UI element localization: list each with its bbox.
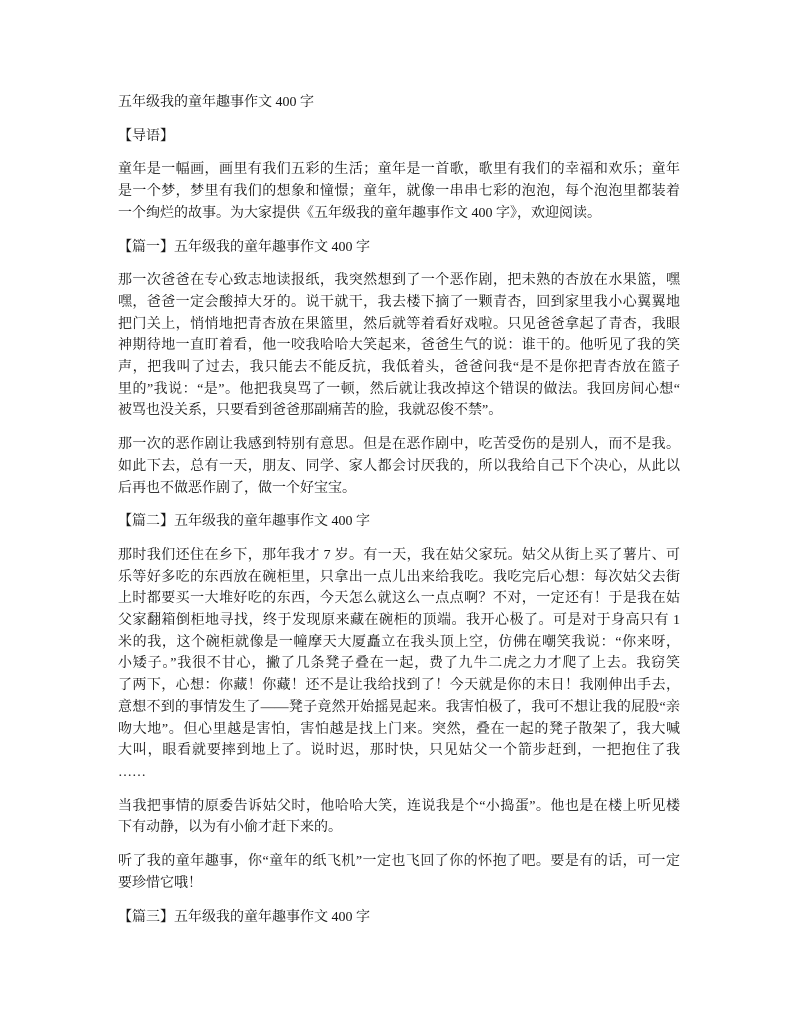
paragraph-line: 是一个梦，梦里有我们的想象和憧憬；童年，就像一串串七彩的泡泡，每个泡泡里都装着 [118, 184, 680, 200]
document-body [118, 92, 680, 940]
paragraph-line: 被骂也没关系，只要看到爸爸那副痛苦的脸，我就忍俊不禁”。 [118, 403, 503, 419]
paragraph-line: 下有动静，以为有小偷才赶下来的。 [118, 820, 342, 836]
paragraph-line: 上时都要买一大堆好吃的东西，今天怎么就这么一点点啊？不对，一定还有！于是我在姑 [118, 591, 680, 607]
section-heading: 【篇三】五年级我的童年趣事作文 400 字 [118, 909, 370, 925]
paragraph-line: 声，把我叫了过去，我只能去不能反抗，我低着头，爸爸问我“是不是你把青杏放在篮子 [118, 360, 680, 376]
paragraph [118, 434, 680, 499]
paragraph-line: 童年是一幅画，画里有我们五彩的生活；童年是一首歌，歌里有我们的幸福和欢乐；童年 [118, 162, 680, 178]
paragraph-line: 大叫，眼看就要摔到地上了。说时迟，那时快，只见姑父一个箭步赶到，一把抱住了我 [118, 743, 680, 759]
section-heading: 【篇一】五年级我的童年趣事作文 400 字 [118, 239, 370, 255]
paragraph-line: 如此下去，总有一天，朋友、同学、家人都会讨厌我的，所以我给自己下个决心，从此以 [118, 458, 680, 474]
paragraph-line: 听了我的童年趣事，你“童年的纸飞机”一定也飞回了你的怀抱了吧。要是有的话，可一定 [118, 854, 680, 870]
paragraph-line: 乐等好多吃的东西放在碗柜里，只拿出一点儿出来给我吃。我吃完后心想：每次姑父去街 [118, 569, 680, 585]
paragraph-line: 当我把事情的原委告诉姑父时，他哈哈大笑，连说我是个“小捣蛋”。他也是在楼上听见楼 [118, 798, 680, 814]
paragraph [118, 270, 680, 422]
paragraph-line: 那一次的恶作剧让我感到特别有意思。但是在恶作剧中，吃苦受伤的是别人，而不是我。 [118, 437, 680, 453]
paragraph-line: 吻大地”。但心里越是害怕，害怕越是找上门来。突然，叠在一起的凳子散架了，我大喊 [118, 721, 680, 737]
paragraph-line: 那时我们还住在乡下，那年我才 7 岁。有一天，我在姑父家玩。姑父从街上买了薯片、可 [118, 547, 680, 563]
section-heading: 【篇二】五年级我的童年趣事作文 400 字 [118, 514, 370, 530]
paragraph-line: 一个绚烂的故事。为大家提供《五年级我的童年趣事作文 400 字》，欢迎阅读。 [118, 205, 601, 221]
paragraph-line: 嘿，爸爸一定会酸掉大牙的。说干就干，我去楼下摘了一颗青杏，回到家里我小心翼翼地 [118, 294, 680, 310]
intro-paragraph [118, 159, 680, 224]
paragraph-line: 神期待地一直盯着看，他一咬我哈哈大笑起来，爸爸生气的说：谁干的。他听见了我的笑 [118, 338, 680, 354]
paragraph [118, 545, 680, 784]
paragraph-line: 里的”我说：“是”。他把我臭骂了一顿，然后就让我改掉这个错误的做法。我回房间心想“ [118, 381, 680, 397]
paragraph-line: 米的我，这个碗柜就像是一幢摩天大厦矗立在我头顶上空，仿佛在嘲笑我说：“你来呀， [118, 634, 680, 650]
paragraph-line: 要珍惜它哦！ [118, 875, 202, 891]
paragraph-line: 小矮子。”我很不甘心，撇了几条凳子叠在一起，费了九牛二虎之力才爬了上去。我窃笑 [118, 656, 680, 672]
paragraph-line: 那一次爸爸在专心致志地读报纸，我突然想到了一个恶作剧，把未熟的杏放在水果篮，嘿 [118, 273, 680, 289]
paragraph [118, 796, 680, 839]
intro-heading: 【导语】 [118, 128, 174, 144]
paragraph-line: 把门关上，悄悄地把青杏放在果篮里，然后就等着看好戏啦。只见爸爸拿起了青杏，我眼 [118, 316, 680, 332]
document-title: 五年级我的童年趣事作文 400 字 [118, 95, 314, 110]
paragraph-line: 意想不到的事情发生了——凳子竟然开始摇晃起来。我害怕极了，我可不想让我的屁股“亲 [118, 699, 680, 715]
paragraph-line: 后再也不做恶作剧了，做一个好宝宝。 [118, 480, 356, 496]
paragraph-line: …… [118, 764, 146, 780]
paragraph-line: 父家翻箱倒柜地寻找，终于发现原来藏在碗柜的顶端。我开心极了。可是对于身高只有 1 [118, 613, 680, 629]
paragraph [118, 851, 680, 894]
paragraph-line: 了两下，心想：你藏！你藏！还不是让我给找到了！今天就是你的末日！我刚伸出手去， [118, 678, 680, 694]
